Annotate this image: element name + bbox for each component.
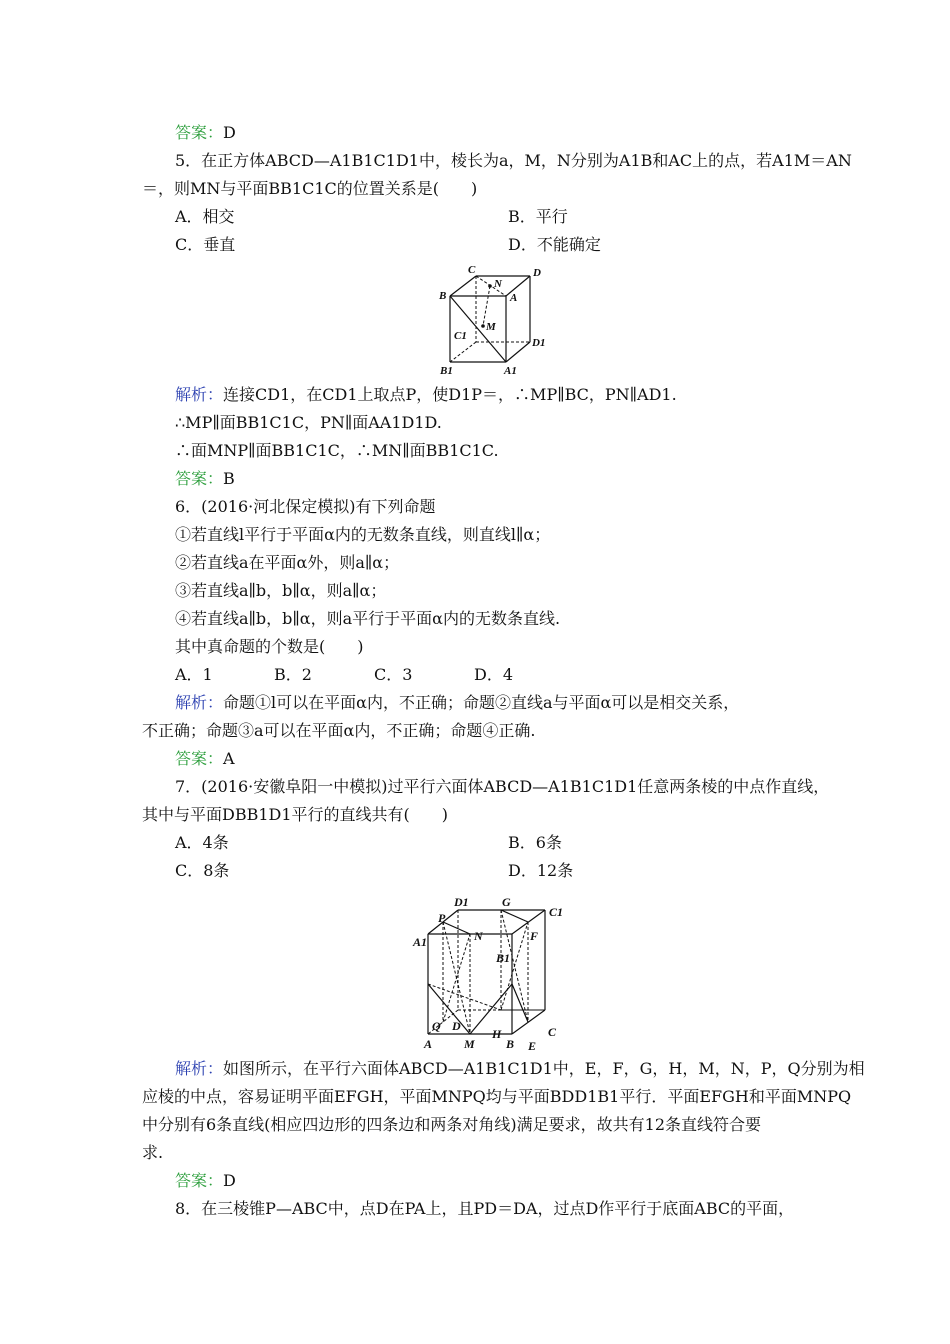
q7-option-b: B．6条 (508, 833, 562, 852)
q6-option-a: A．1 (175, 665, 213, 684)
diagonal-a1b (450, 296, 506, 362)
q7-solution-line4: 求. (142, 1143, 164, 1162)
answer-value: B (223, 469, 235, 488)
label-n: N (474, 929, 483, 943)
q4-answer (175, 122, 236, 144)
answer-label: 答案： (175, 123, 224, 142)
edge (506, 342, 530, 362)
label-a: A (510, 292, 518, 304)
label-a1: A1 (413, 935, 428, 949)
segment-mn-side (470, 984, 512, 1034)
hidden-line (501, 910, 528, 1022)
q6-proposition-2: ②若直线a在平面α外，则a∥α； (175, 553, 400, 572)
answer-label: 答案： (175, 1171, 224, 1190)
q7-solution-line2: 应棱的中点，容易证明平面EFGH，平面MNPQ均与平面BDD1B1平行．平面EFGH和平面MNPQ (142, 1087, 852, 1106)
q6-option-d: D．4 (474, 665, 514, 684)
label-b: B (439, 290, 447, 302)
label-h: H (492, 1027, 502, 1041)
q7-stem-line2: 其中与平面DBB1D1平行的直线共有( ) (142, 805, 449, 824)
q6-option-c: C．3 (374, 665, 413, 684)
q5-solution-line1: 解析：连接CD1，在CD1上取点P，使D1P＝，∴MP∥BC，PN∥AD1. (175, 385, 677, 404)
q5-option-c: C．垂直 (175, 235, 236, 254)
q5-cube-figure (430, 262, 560, 380)
q6-answer (175, 748, 235, 770)
hidden-edge (450, 342, 476, 362)
segment-pn (443, 922, 470, 934)
q5-solution-line2: ∴MP∥面BB1C1C，PN∥面AA1D1D. (175, 413, 442, 432)
label-b: B (506, 1037, 515, 1050)
q6-solution-line1: 解析：命题①l可以在平面α内，不正确；命题②直线a与平面α可以是相交关系， (175, 693, 740, 712)
label-n: N (494, 278, 502, 290)
answer-value: D (223, 1171, 236, 1190)
label-d1: D1 (532, 337, 546, 349)
q5-answer (175, 468, 235, 490)
segment-mn (483, 286, 490, 326)
label-a1: A1 (504, 365, 517, 377)
q5-stem-line1: 5．在正方体ABCD—A1B1C1D1中，棱长为a，M，N分别为A1B和AC上的点，若A1M＝AN (175, 151, 852, 170)
q7-option-c: C．8条 (175, 861, 230, 880)
q6-proposition-3: ③若直线a∥b，b∥α，则a∥α； (175, 581, 387, 600)
q7-stem-line1: 7．(2016·安徽阜阳一中模拟)过平行六面体ABCD—A1B1C1D1任意两条棱的中点作直线， (175, 777, 830, 796)
q7-parallelepiped-figure (408, 890, 578, 1050)
edge (450, 276, 476, 296)
label-q: Q (432, 1019, 441, 1033)
q6-question: 其中真命题的个数是( ) (175, 637, 364, 656)
q7-option-a: A．4条 (175, 833, 229, 852)
point-n (488, 284, 492, 288)
label-m: M (486, 321, 496, 333)
q7-option-d: D．12条 (508, 861, 574, 880)
q6-stem: 6．(2016·河北保定模拟)有下列命题 (175, 497, 436, 516)
label-p: P (438, 911, 446, 925)
q5-stem-line2: ＝，则MN与平面BB1C1C的位置关系是( ) (142, 179, 478, 198)
answer-label: 答案： (175, 749, 224, 768)
q6-option-b: B．2 (274, 665, 312, 684)
segment-gf (501, 910, 528, 922)
label-f: F (530, 929, 539, 943)
q7-solution-line1: 解析：如图所示，在平行六面体ABCD—A1B1C1D1中，E，F，G，H，M，N，P，Q分别为相 (175, 1059, 865, 1078)
label-a: A (424, 1037, 433, 1050)
solution-label: 解析： (175, 1059, 224, 1078)
solution-label: 解析： (175, 385, 224, 404)
q7-answer (175, 1170, 236, 1192)
q6-proposition-4: ④若直线a∥b，b∥α，则a平行于平面α内的无数条直线. (175, 609, 561, 628)
q7-solution-line3: 中分别有6条直线(相应四边形的四条边和两条对角线)满足要求，故共有12条直线符合要 (142, 1115, 762, 1134)
label-c: C (468, 264, 476, 276)
label-b1: B1 (440, 365, 453, 377)
label-b1: B1 (496, 951, 511, 965)
q6-proposition-1: ①若直线l平行于平面α内的无数条直线，则直线l∥α； (175, 525, 551, 544)
q5-solution-line3: ∴面MNP∥面BB1C1C，∴MN∥面BB1C1C. (175, 441, 499, 460)
label-m: M (464, 1037, 475, 1050)
q8-stem-line1: 8．在三棱锥P—ABC中，点D在PA上，且PD＝DA，过点D作平行于底面ABC的平面， (175, 1199, 795, 1218)
point-m (481, 324, 485, 328)
label-c: C (548, 1025, 557, 1039)
q5-option-b: B．平行 (508, 207, 568, 226)
label-d: D (533, 267, 541, 279)
label-d1: D1 (454, 895, 469, 909)
label-d: D (452, 1019, 461, 1033)
q6-solution-line2: 不正确；命题③a可以在平面α内，不正确；命题④正确. (142, 721, 536, 740)
label-c1: C1 (549, 905, 564, 919)
label-c1: C1 (454, 330, 467, 342)
answer-value: A (223, 749, 235, 768)
solution-label: 解析： (175, 693, 224, 712)
answer-value: D (223, 123, 236, 142)
answer-label: 答案： (175, 469, 224, 488)
label-e: E (528, 1039, 537, 1050)
q5-option-d: D．不能确定 (508, 235, 601, 254)
label-g: G (502, 895, 511, 909)
q5-option-a: A．相交 (175, 207, 235, 226)
